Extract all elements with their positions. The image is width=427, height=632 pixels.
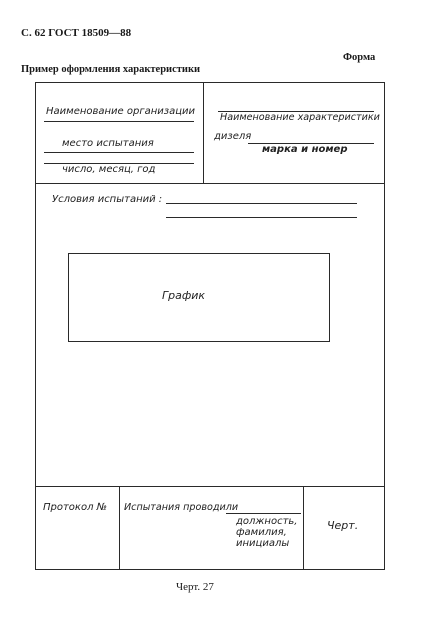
test-place-line <box>44 152 194 153</box>
figure-caption: Черт. 27 <box>176 581 214 593</box>
bottom-column-divider-1 <box>119 486 120 570</box>
top-column-divider <box>203 82 204 183</box>
diesel-field: дизеля <box>214 131 252 142</box>
page-reference: С. 62 ГОСТ 18509—88 <box>21 27 132 39</box>
date-field: число, месяц, год <box>62 164 156 175</box>
top-section-divider <box>35 183 385 184</box>
position-field: должность, <box>236 516 298 527</box>
graph-label: График <box>162 289 206 302</box>
test-conditions-label: Условия испытаний : <box>52 194 163 205</box>
bottom-column-divider-2 <box>303 486 304 570</box>
brand-number-field: марка и номер <box>262 144 348 155</box>
surname-field: фамилия, <box>236 527 287 538</box>
test-conditions-line-2 <box>166 217 357 218</box>
drawing-field: Черт. <box>327 519 359 532</box>
protocol-number-field: Протокол № <box>43 502 108 513</box>
test-conditions-line-1 <box>166 203 357 204</box>
test-place-field: место испытания <box>62 138 154 149</box>
bottom-section-divider <box>35 486 385 487</box>
form-label: Форма <box>343 52 376 63</box>
organization-name-line <box>44 121 194 122</box>
organization-name-field: Наименование организации <box>46 106 196 117</box>
characteristic-name-field: Наименование характеристики <box>220 112 380 123</box>
tests-conducted-by-field: Испытания проводили <box>124 502 239 513</box>
initials-field: инициалы <box>236 538 290 549</box>
tests-conducted-by-line <box>226 513 301 514</box>
document-title: Пример оформления характеристики <box>21 64 201 75</box>
